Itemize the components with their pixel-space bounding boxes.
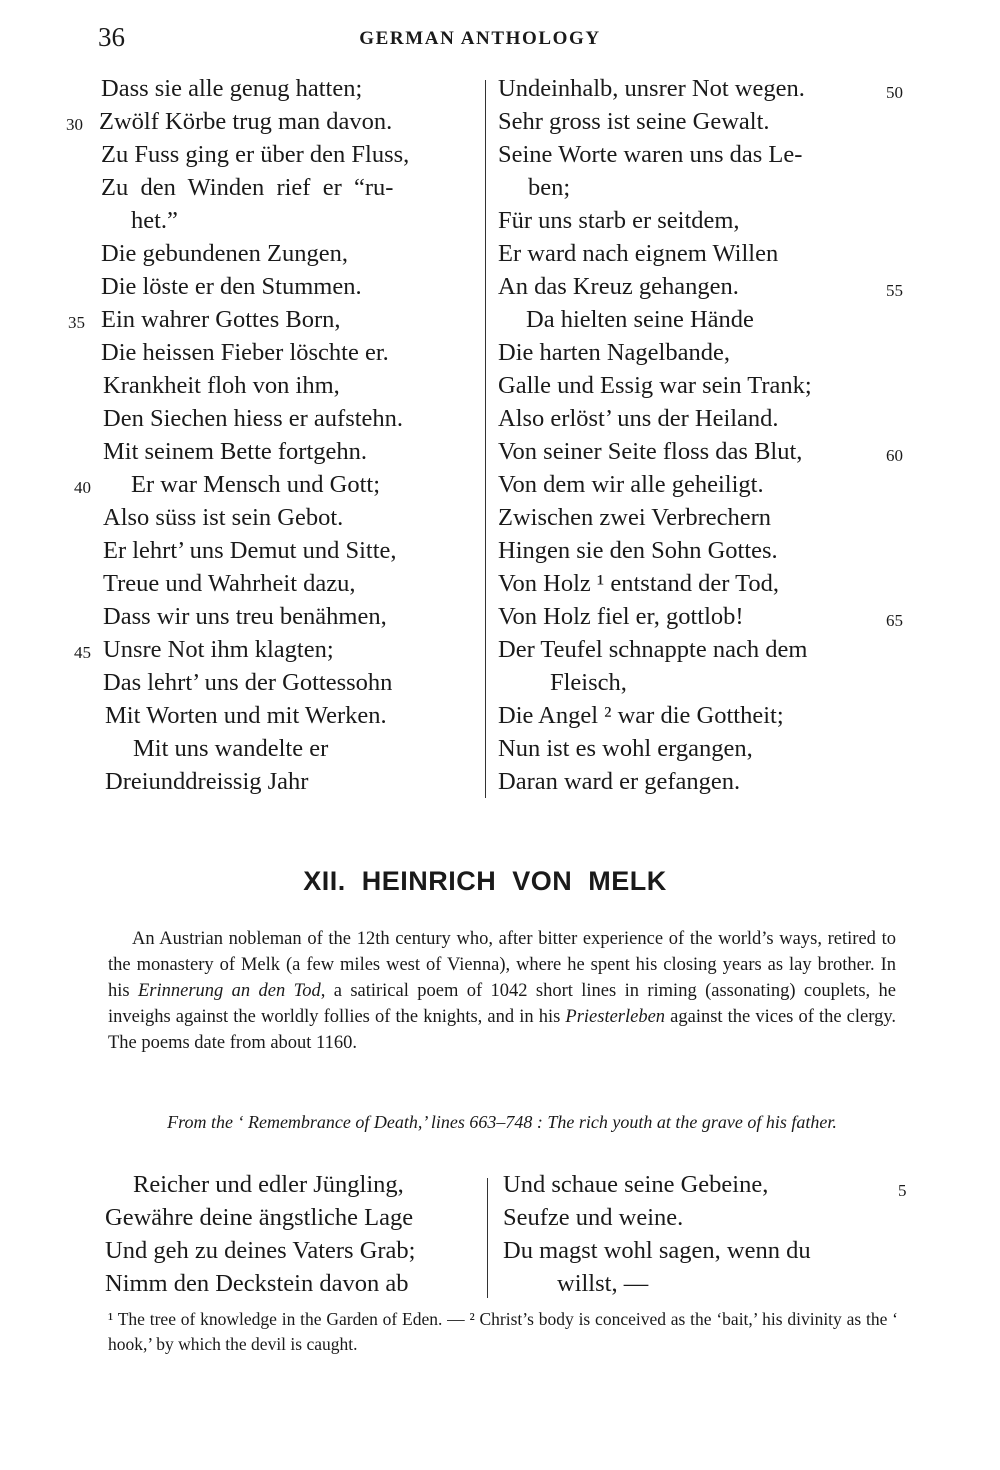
verse-line: Treue und Wahrheit dazu,: [103, 570, 356, 597]
footnotes: ¹ The tree of knowledge in the Garden of Eden. — ² Christ’s body is conceived as the ‘bait,’ his divinity as the ‘ hook,’ by which the devil is caught.: [108, 1309, 898, 1354]
verse-line: Dass sie alle genug hatten;: [101, 75, 363, 102]
excerpt-heading: From the ‘ Remembrance of Death,’ lines 663–748 : The rich youth at the grave of his father.: [167, 1112, 837, 1132]
verse-line: Da hielten seine Hände: [526, 306, 754, 333]
verse-line: Und geh zu deines Vaters Grab;: [105, 1237, 416, 1264]
line-number: 55: [886, 281, 903, 300]
verse-line: Zwischen zwei Verbrechern: [498, 504, 772, 531]
intro-text: against the vices of the clergy. The poems date from about 1160.: [108, 1007, 896, 1053]
verse-line: Die heissen Fieber löschte er.: [101, 339, 389, 366]
intro-text: , a satirical poem of 1042 short lines in riming (assonating) couplets, he inveighs against the worldly follies of the knights, and in his: [108, 981, 896, 1027]
work-title: Erinnerung an den Tod: [137, 981, 321, 1001]
verse-line: Und schaue seine Gebeine,: [503, 1171, 769, 1198]
verse-line: Mit seinem Bette fortgehn.: [103, 438, 367, 465]
verse-line: Sehr gross ist seine Gewalt.: [498, 108, 770, 135]
page-number: 36: [98, 22, 125, 52]
verse-line: Mit uns wandelte er: [133, 735, 329, 762]
verse-line: Du magst wohl sagen, wenn du: [503, 1237, 811, 1264]
verse-line: An das Kreuz gehangen.: [498, 273, 739, 300]
poem-top: [0, 74, 1000, 804]
verse-line: Also süss ist sein Gebot.: [103, 504, 344, 531]
line-number: 65: [886, 611, 903, 630]
intro-paragraph: [108, 926, 896, 1056]
verse-line: Reicher und edler Jüngling,: [133, 1171, 404, 1198]
verse-line: Die löste er den Stummen.: [101, 273, 362, 300]
verse-line: Undeinhalb, unsrer Not wegen.: [498, 75, 805, 102]
verse-line: Von Holz ¹ entstand der Tod,: [498, 570, 779, 597]
verse-line: Unsre Not ihm klagten;: [103, 636, 334, 663]
verse-line: Die harten Nagelbande,: [498, 339, 730, 366]
verse-line: Seufze und weine.: [503, 1204, 684, 1231]
verse-line: willst, —: [557, 1270, 649, 1297]
line-number: 35: [68, 313, 85, 332]
verse-line: Er lehrt’ uns Demut und Sitte,: [103, 537, 397, 564]
verse-line: Er war Mensch und Gott;: [131, 471, 381, 498]
verse-line: Krankheit floh von ihm,: [103, 372, 340, 399]
verse-line: Gewähre deine ängstliche Lage: [105, 1204, 414, 1231]
verse-line: Zu Fuss ging er über den Fluss,: [101, 141, 410, 168]
section-title: XII. HEINRICH VON MELK: [303, 866, 667, 896]
running-title: GERMAN ANTHOLOGY: [359, 28, 601, 49]
verse-line: Dass wir uns treu benähmen,: [103, 603, 387, 630]
intro-text: An Austrian nobleman of the 12th century who, after bitter experience of the world’s ways, retired to the monastery of Melk (a few miles west of Vienna), where he spent his closing years as lay brother. In his: [108, 929, 896, 1001]
verse-line: Dreiunddreissig Jahr: [105, 768, 309, 795]
verse-line: ben;: [528, 174, 571, 201]
line-number: 60: [886, 446, 903, 465]
verse-line: het.”: [131, 207, 178, 234]
verse-line: Von Holz fiel er, gottlob!: [498, 603, 744, 630]
column-divider: [487, 1178, 488, 1298]
verse-line: Daran ward er gefangen.: [498, 768, 741, 795]
verse-line: Von seiner Seite floss das Blut,: [498, 438, 803, 465]
line-number: 30: [66, 115, 83, 134]
verse-line: Für uns starb er seitdem,: [498, 207, 740, 234]
verse-line: Nun ist es wohl ergangen,: [498, 735, 753, 762]
verse-line: Zu den Winden rief er “ru-: [101, 174, 394, 201]
line-number: 5: [898, 1181, 907, 1200]
verse-line: Seine Worte waren uns das Le-: [498, 141, 803, 168]
verse-line: Also erlöst’ uns der Heiland.: [498, 405, 779, 432]
verse-line: Er ward nach eignem Willen: [498, 240, 779, 267]
verse-line: Den Siechen hiess er aufstehn.: [103, 405, 404, 432]
line-number: 45: [74, 643, 91, 662]
verse-line: Nimm den Deckstein davon ab: [105, 1270, 409, 1297]
work-title: Priesterleben: [565, 1007, 666, 1027]
verse-line: Hingen sie den Sohn Gottes.: [498, 537, 778, 564]
line-number: 40: [74, 478, 91, 497]
verse-line: Die Angel ² war die Gottheit;: [498, 702, 784, 729]
verse-line: Die gebundenen Zungen,: [101, 240, 348, 267]
verse-line: Zwölf Körbe trug man davon.: [99, 108, 393, 135]
line-number: 50: [886, 83, 903, 102]
column-divider: [485, 80, 486, 798]
verse-line: Ein wahrer Gottes Born,: [101, 306, 341, 333]
verse-line: Von dem wir alle geheiligt.: [498, 471, 764, 498]
verse-line: Fleisch,: [550, 669, 627, 696]
poem-bottom: [0, 1170, 1000, 1306]
verse-line: Galle und Essig war sein Trank;: [498, 372, 812, 399]
verse-line: Mit Worten und mit Werken.: [105, 702, 387, 729]
verse-line: Das lehrt’ uns der Gottessohn: [103, 669, 393, 696]
verse-line: Der Teufel schnappte nach dem: [498, 636, 808, 663]
